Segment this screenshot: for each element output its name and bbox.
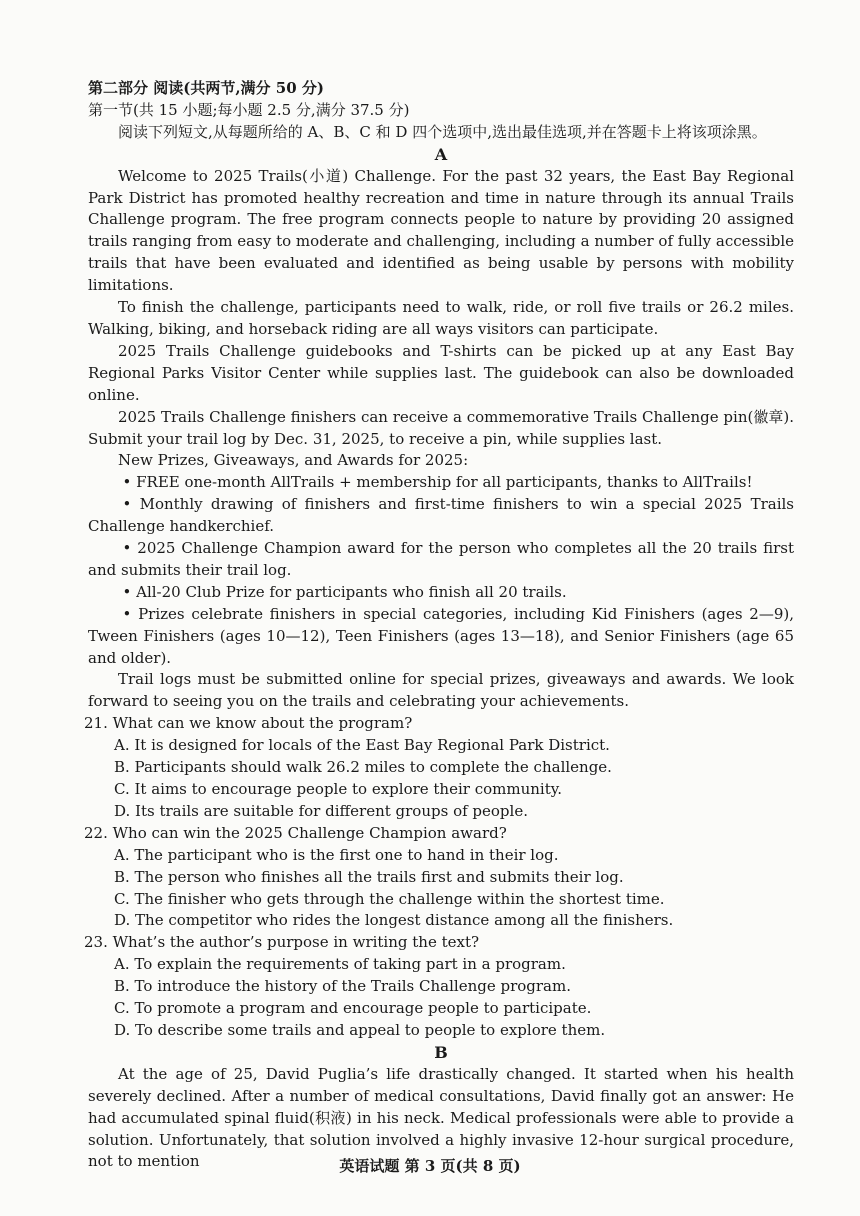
passage-b-label: B	[434, 1042, 448, 1062]
prize-bullet: • Prizes celebrate finishers in special categories, including Kid Finishers (ages 2—9), Tween Finishers (ages 10—12), Teen Finishers (ages 13—18), and Senior Finishers (age 65 and older).	[88, 604, 794, 667]
option-d: D. The competitor who rides the longest distance among all the finishers.	[114, 911, 674, 930]
prize-bullet: • All-20 Club Prize for participants who finish all 20 trails.	[122, 582, 567, 601]
question-22	[84, 823, 794, 933]
passage-a-paragraph: 2025 Trails Challenge finishers can receive a commemorative Trails Challenge pin(徽章). Submit your trail log by Dec. 31, 2025, to receive a pin, while supplies last.	[88, 407, 794, 448]
option-c: C. The finisher who gets through the challenge within the shortest time.	[114, 889, 665, 908]
passage-a-label: A	[434, 144, 448, 164]
option-a: A. It is designed for locals of the East Bay Regional Park District.	[114, 736, 610, 755]
passage-a-paragraph: To finish the challenge, participants need to walk, ride, or roll five trails or 26.2 miles. Walking, biking, and horseback riding are all ways visitors can participate.	[88, 298, 794, 338]
instructions: 阅读下列短文,从每题所给的 A、B、C 和 D 四个选项中,选出最佳选项,并在答题卡上将该项涂黑。	[118, 122, 767, 141]
prize-bullet: • Monthly drawing of finishers and first-time finishers to win a special 2025 Trails Challenge handkerchief.	[88, 495, 794, 536]
page-footer: 英语试题 第 3 页(共 8 页)	[339, 1157, 521, 1175]
question-stem: 22. Who can win the 2025 Challenge Champion award?	[84, 823, 507, 842]
question-stem: 23. What’s the author’s purpose in writing the text?	[84, 933, 480, 952]
option-a: A. To explain the requirements of taking part in a program.	[114, 955, 566, 974]
passage-b-paragraph: At the age of 25, David Puglia’s life drastically changed. It started when his health severely declined. After a number of medical consultations, David finally got an answer: He had accumulated spinal fluid(积液) in his neck. Medical professionals were able to provide a solution. Unfortunately, that solution involved a highly invasive 12-hour surgical procedure, not to mention	[88, 1064, 794, 1171]
part-heading: 第二部分 阅读(共两节,满分 50 分)	[88, 79, 324, 97]
prizes-heading: New Prizes, Giveaways, and Awards for 2025:	[118, 451, 469, 470]
option-b: B. Participants should walk 26.2 miles to complete the challenge.	[114, 758, 612, 777]
question-21	[84, 713, 794, 823]
option-d: D. Its trails are suitable for different groups of people.	[114, 801, 528, 820]
option-b: B. The person who finishes all the trails first and submits their log.	[114, 867, 624, 886]
option-c: C. It aims to encourage people to explore their community.	[114, 780, 562, 798]
prize-bullet: • FREE one-month AllTrails + membership for all participants, thanks to AllTrails!	[122, 473, 753, 492]
passage-a-paragraph: Welcome to 2025 Trails(小道) Challenge. For the past 32 years, the East Bay Regional Park District has promoted healthy recreation and time in nature through its annual Trails Challenge program. The free program connects people to nature by providing 20 assigned trails ranging from easy to moderate and challenging, including a number of fully accessible trails that have been evaluated and identified as being usable by persons with mobility limitations.	[88, 166, 794, 295]
prize-bullet: • 2025 Challenge Champion award for the person who completes all the 20 trails first and submits their trail log.	[88, 539, 794, 579]
passage-a-paragraph: 2025 Trails Challenge guidebooks and T-shirts can be picked up at any East Bay Regional Parks Visitor Center while supplies last. The guidebook can also be downloaded online.	[88, 341, 794, 404]
option-a: A. The participant who is the first one to hand in their log.	[114, 845, 559, 864]
question-23	[84, 932, 794, 1042]
option-d: D. To describe some trails and appeal to people to explore them.	[114, 1020, 606, 1039]
option-b: B. To introduce the history of the Trails Challenge program.	[114, 977, 571, 996]
passage-a-paragraph: Trail logs must be submitted online for special prizes, giveaways and awards. We look forward to seeing you on the trails and celebrating your achievements.	[88, 670, 794, 711]
question-stem: 21. What can we know about the program?	[84, 714, 413, 733]
section-heading: 第一节(共 15 小题;每小题 2.5 分,满分 37.5 分)	[88, 100, 410, 119]
option-c: C. To promote a program and encourage people to participate.	[114, 999, 592, 1018]
